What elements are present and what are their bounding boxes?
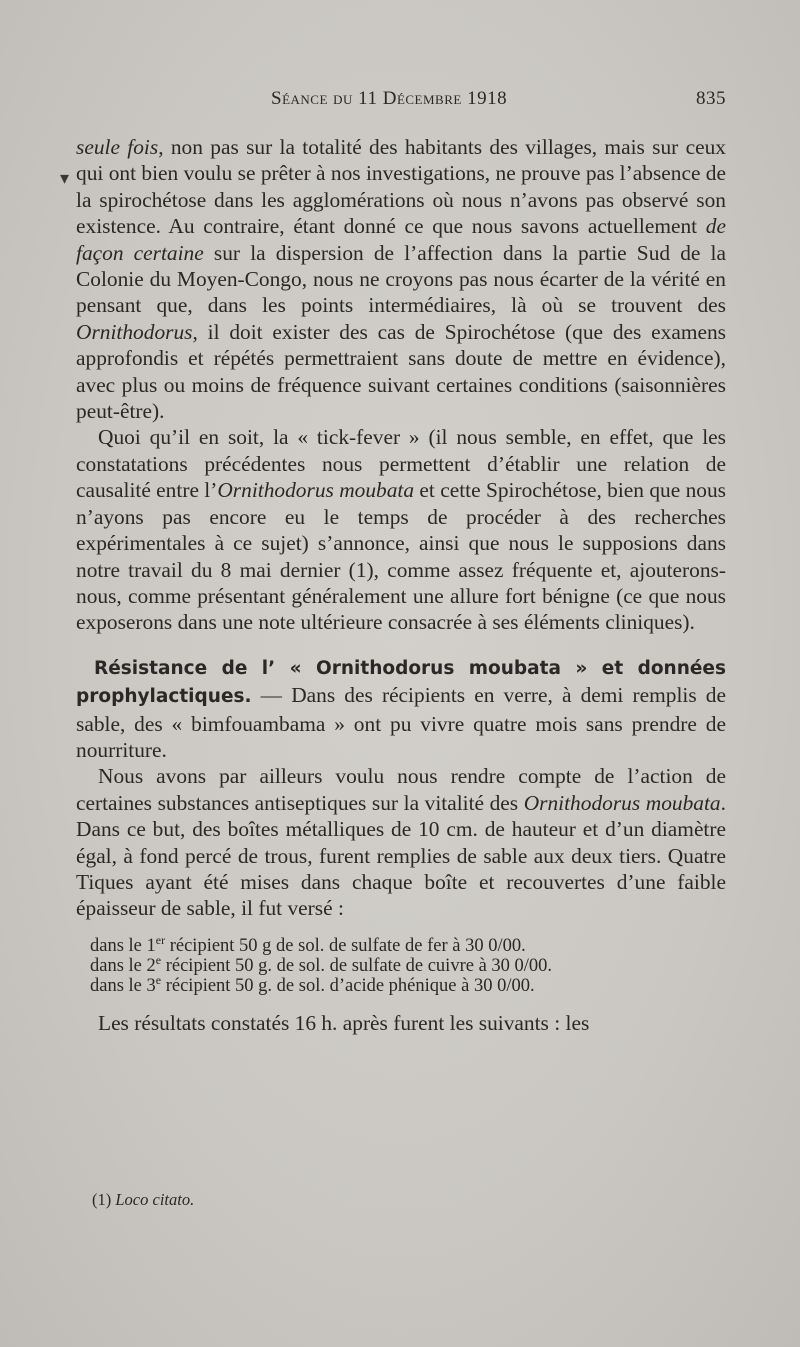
italic-text: de façon certaine — [76, 214, 726, 265]
text-run: ), comme assez fréquente et, ajouterons-nous, comme présentant généralement une allure fort bénigne (ce que nous exposerons dans une note ultérieure consacrée à ses éléments cliniques). — [76, 557, 726, 635]
text-run: Quoi qu’il en soit, la « tick-fever » (il nous semble, en effet, que les constatations précédentes nous permettent d’établir une relation de causalité entre l’ — [76, 425, 726, 503]
text-run: sur la dispersion de l’affection dans la partie Sud de la Colonie du Moyen-Congo, nous ne croyons pas nous écarter de la vérité en pensant que, dans les points intermédiaires, là où se trouvent des — [76, 240, 726, 318]
text-run: , non pas sur la totalité des habitants des villages, mais sur ceux qui ont bien voulu se prêter à nos investigations, ne prouve pas l’absence de la spirochétose dans les agglomérations où nous n’avons pas observé son existence. Au contraire, étant donné ce que nous savons actuellement — [76, 135, 726, 239]
paragraph-4 — [76, 763, 726, 921]
footnote — [92, 1190, 194, 1210]
text-run: Nous avons par ailleurs voulu nous rendre compte de l’action de certaines substances antiseptiques sur la vitalité des — [76, 764, 726, 815]
text-run: et cette Spirochétose, bien que nous n’ayons pas encore eu le temps de procéder à des recherches expérimentales à ce sujet) s’annonce, ainsi que nous le supposions dans notre travail du 8 mai dernier ( — [76, 478, 726, 582]
paragraph-5: Les résultats constatés 16 h. après furent les suivants : les — [98, 1010, 590, 1035]
text-run: , il doit exister des cas de Spirochétose (que des examens approfondis et répétés permettraient sans doute de mettre en évidence), avec plus ou moins de fréquence suivant certaines conditions (saisonnières peut-être). — [76, 319, 726, 424]
paragraph-1 — [76, 134, 726, 424]
list-item: dans le 2e récipient 50 g. de sol. de sulfate de cuivre à 30 0/00. — [90, 952, 553, 976]
section-heading: Résistance de l’ « Ornithodorus moubata » et données prophylactiques. — [76, 657, 726, 708]
footnote-number: (1) — [92, 1190, 112, 1209]
dosage-list — [90, 932, 726, 996]
margin-mark: ▾ — [60, 168, 70, 188]
footnote-text: Loco citato. — [115, 1190, 195, 1209]
footnote-ref: 1 — [355, 557, 367, 582]
list-item: dans le 1er récipient 50 g de sol. de sulfate de fer à 30 0/00. — [90, 932, 526, 956]
italic-text: seule fois — [76, 135, 159, 159]
running-header — [76, 88, 726, 122]
list-item: dans le 3e récipient 50 g. de sol. d’acide phénique à 30 0/00. — [90, 972, 535, 996]
text-run: — Dans des récipients en verre, à demi remplis de sable, des « bimfouambama » ont pu vivre quatre mois sans prendre de nourriture. — [76, 683, 726, 762]
paragraph-2 — [76, 424, 726, 635]
header-title: Séance du 11 Décembre 1918 — [271, 88, 508, 109]
italic-text: Ornithodorus moubata — [523, 790, 721, 815]
body-text — [76, 134, 726, 1036]
page-number: 835 — [696, 88, 726, 109]
paragraph-3 — [76, 654, 726, 764]
italic-text: Ornithodorus — [76, 319, 193, 344]
italic-text: Ornithodorus moubata — [217, 478, 415, 503]
text-run: . Dans ce but, des boîtes métalliques de 10 cm. de hauteur et d’un diamètre égal, à fond percé de trous, furent remplies de sable aux deux tiers. Quatre Tiques ayant été mises dans chaque boîte et recouvertes d’une faible épaisseur de sable, il fut versé : — [76, 790, 726, 921]
